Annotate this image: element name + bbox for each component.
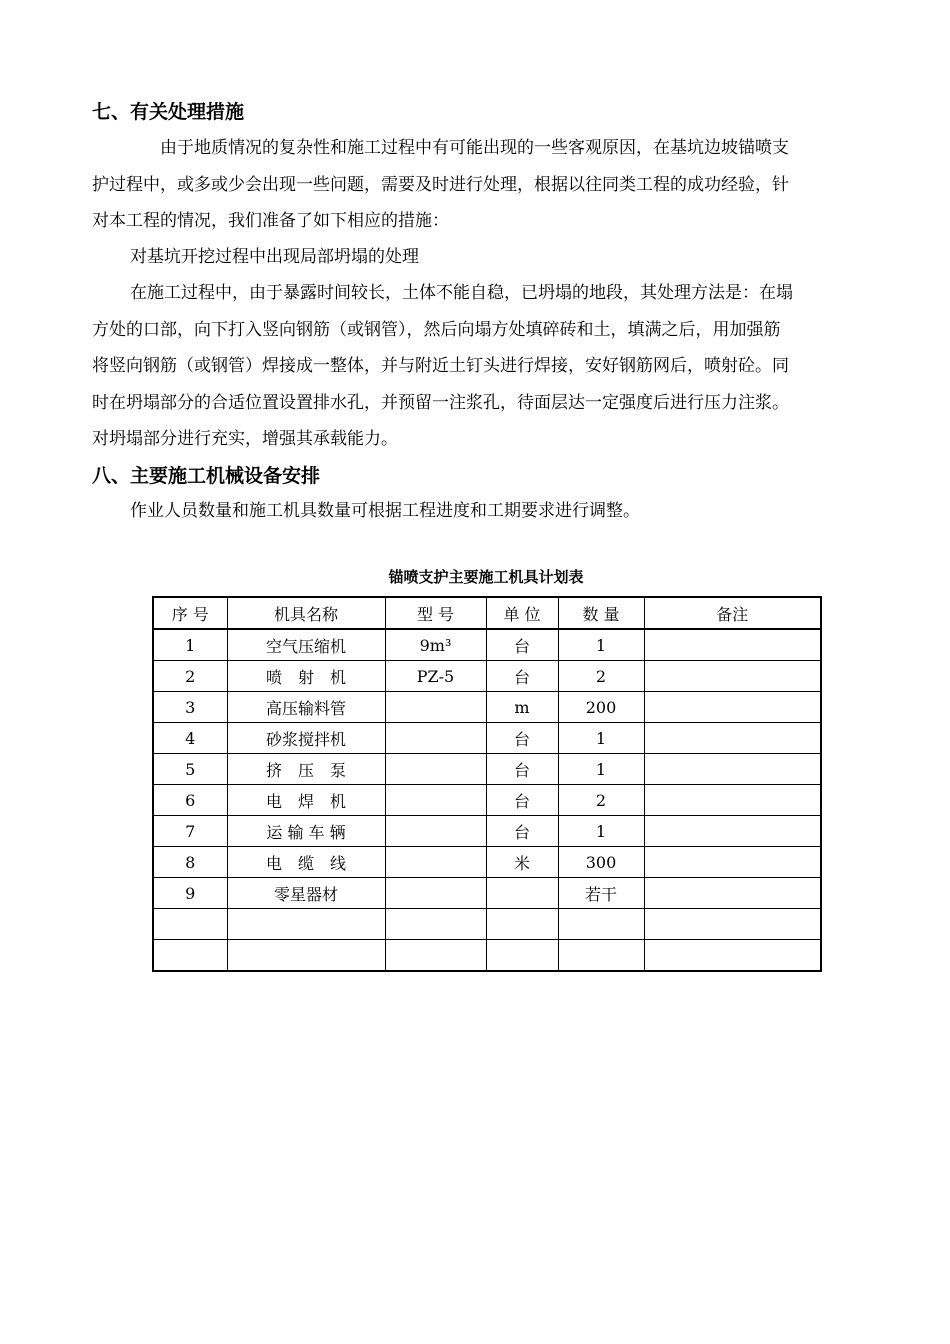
cell-model <box>385 692 486 723</box>
table-row <box>153 723 821 754</box>
cell-index: 7 <box>153 816 227 847</box>
cell-quantity: 300 <box>558 847 644 878</box>
cell-model: 9m³ <box>385 629 486 661</box>
header-unit: 单 位 <box>486 597 558 629</box>
header-remarks: 备注 <box>644 597 821 629</box>
paragraph-line: 护过程中，或多或少会出现一些问题，需要及时进行处理，根据以往同类工程的成功经验，针 <box>92 175 789 195</box>
cell-quantity: 1 <box>558 723 644 754</box>
header-name: 机具名称 <box>227 597 385 629</box>
table-row <box>153 785 821 816</box>
cell-name: 零星器材 <box>227 878 385 909</box>
cell-remarks <box>644 847 821 878</box>
table-row <box>153 847 821 878</box>
cell-name: 挤 压 泵 <box>227 754 385 785</box>
cell-model: PZ-5 <box>385 661 486 692</box>
cell-remarks <box>644 909 821 940</box>
cell-index: 3 <box>153 692 227 723</box>
cell-name: 空气压缩机 <box>227 629 385 661</box>
paragraph-line: 对坍塌部分进行充实，增强其承载能力。 <box>92 429 398 449</box>
cell-name: 运 输 车 辆 <box>227 816 385 847</box>
cell-name: 高压输料管 <box>227 692 385 723</box>
cell-model <box>385 878 486 909</box>
cell-quantity: 2 <box>558 785 644 816</box>
table-row <box>153 661 821 692</box>
cell-model <box>385 909 486 940</box>
paragraph-line: 时在坍塌部分的合适位置设置排水孔，并预留一注浆孔，待面层达一定强度后进行压力注浆。 <box>92 393 789 413</box>
table-row <box>153 940 821 972</box>
table-header-row <box>153 597 821 629</box>
paragraph-line: 在施工过程中，由于暴露时间较长，土体不能自稳，已坍塌的地段，其处理方法是：在塌 <box>130 283 793 303</box>
cell-name: 砂浆搅拌机 <box>227 723 385 754</box>
table-row <box>153 909 821 940</box>
cell-quantity: 1 <box>558 816 644 847</box>
table-row <box>153 816 821 847</box>
cell-unit: 台 <box>486 785 558 816</box>
paragraph-line: 对本工程的情况，我们准备了如下相应的措施： <box>92 211 449 231</box>
cell-index: 6 <box>153 785 227 816</box>
paragraph-line: 由于地质情况的复杂性和施工过程中有可能出现的一些客观原因，在基坑边坡锚喷支 <box>160 138 789 158</box>
cell-model <box>385 723 486 754</box>
table-row <box>153 754 821 785</box>
cell-quantity: 200 <box>558 692 644 723</box>
cell-remarks <box>644 754 821 785</box>
cell-model <box>385 816 486 847</box>
cell-model <box>385 940 486 972</box>
cell-remarks <box>644 878 821 909</box>
cell-unit <box>486 909 558 940</box>
cell-unit: 台 <box>486 723 558 754</box>
equipment-table <box>152 596 822 972</box>
cell-quantity: 1 <box>558 754 644 785</box>
cell-quantity <box>558 909 644 940</box>
cell-unit <box>486 940 558 972</box>
paragraph-line: 方处的口部，向下打入竖向钢筋（或钢管），然后向塌方处填碎砖和土，填满之后，用加强筋 <box>92 320 781 340</box>
cell-name: 喷 射 机 <box>227 661 385 692</box>
cell-index: 9 <box>153 878 227 909</box>
cell-unit: 台 <box>486 816 558 847</box>
cell-name <box>227 940 385 972</box>
section-8-heading: 八、主要施工机械设备安排 <box>92 465 321 487</box>
cell-quantity: 1 <box>558 629 644 661</box>
table-caption: 锚喷支护主要施工机具计划表 <box>388 568 584 586</box>
section-7-heading: 七、有关处理措施 <box>92 101 245 123</box>
cell-unit: 台 <box>486 754 558 785</box>
cell-unit: 台 <box>486 661 558 692</box>
cell-remarks <box>644 785 821 816</box>
cell-index: 4 <box>153 723 227 754</box>
cell-model <box>385 847 486 878</box>
table-row <box>153 629 821 661</box>
cell-index: 8 <box>153 847 227 878</box>
paragraph-line: 作业人员数量和施工机具数量可根据工程进度和工期要求进行调整。 <box>130 501 640 521</box>
cell-quantity: 若干 <box>558 878 644 909</box>
cell-name: 电 缆 线 <box>227 847 385 878</box>
cell-remarks <box>644 692 821 723</box>
subheading: 对基坑开挖过程中出现局部坍塌的处理 <box>130 247 419 267</box>
cell-unit: 台 <box>486 629 558 661</box>
cell-index <box>153 940 227 972</box>
header-quantity: 数 量 <box>558 597 644 629</box>
cell-index: 2 <box>153 661 227 692</box>
cell-index: 1 <box>153 629 227 661</box>
cell-remarks <box>644 816 821 847</box>
cell-unit <box>486 878 558 909</box>
table-row <box>153 878 821 909</box>
cell-unit: 米 <box>486 847 558 878</box>
cell-model <box>385 785 486 816</box>
cell-remarks <box>644 940 821 972</box>
cell-name <box>227 909 385 940</box>
table-row <box>153 692 821 723</box>
cell-quantity <box>558 940 644 972</box>
header-model: 型 号 <box>385 597 486 629</box>
cell-name: 电 焊 机 <box>227 785 385 816</box>
cell-unit: m <box>486 692 558 723</box>
cell-remarks <box>644 723 821 754</box>
cell-remarks <box>644 629 821 661</box>
cell-quantity: 2 <box>558 661 644 692</box>
cell-index <box>153 909 227 940</box>
header-index: 序 号 <box>153 597 227 629</box>
cell-remarks <box>644 661 821 692</box>
cell-index: 5 <box>153 754 227 785</box>
cell-model <box>385 754 486 785</box>
paragraph-line: 将竖向钢筋（或钢管）焊接成一整体，并与附近土钉头进行焊接，安好钢筋网后，喷射砼。同 <box>92 356 789 376</box>
